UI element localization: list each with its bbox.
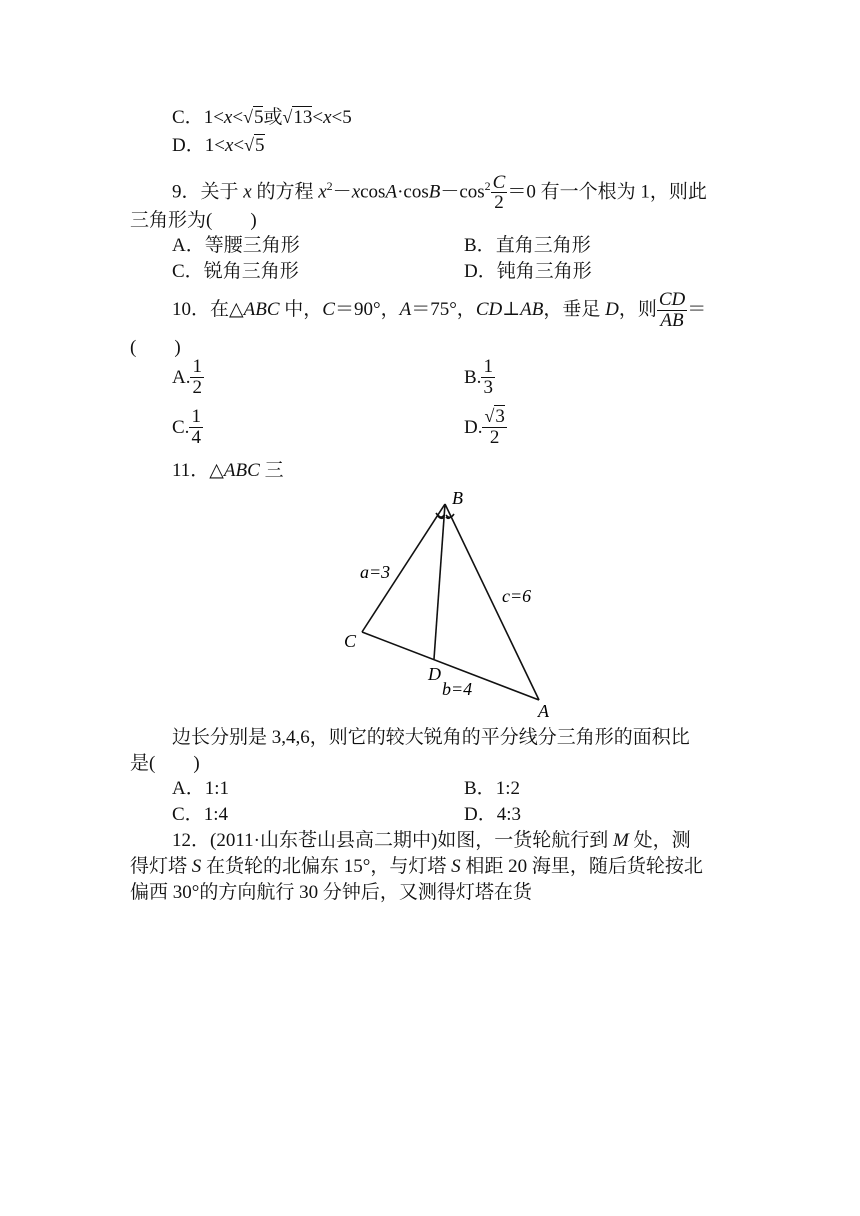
q11-stem xyxy=(172,461,284,480)
option-label: C． xyxy=(172,107,204,128)
text: (2011·山东苍山县高二期中)如图，一货轮航行到 xyxy=(210,830,614,851)
text: 得灯塔 xyxy=(130,856,192,877)
option-label: B． xyxy=(464,235,496,256)
var-x: x xyxy=(224,135,234,156)
option-label: C． xyxy=(172,804,204,825)
fraction-numerator: C xyxy=(492,171,506,193)
sqrt-icon: √ xyxy=(244,135,254,155)
q9-line2: 三角形为( ) xyxy=(130,210,257,231)
text: 在货轮的北偏东 15°，与灯塔 xyxy=(201,856,452,877)
q10-stem xyxy=(172,286,706,334)
question-number: 10． xyxy=(172,299,211,320)
text: 1< xyxy=(204,135,225,156)
var-c: C xyxy=(322,299,335,320)
q11-option-d xyxy=(464,805,521,824)
q8-option-c xyxy=(172,108,352,127)
sqrt-icon: √ xyxy=(282,107,293,127)
text: ·cos xyxy=(397,181,429,203)
option-text: 1:2 xyxy=(495,778,520,799)
bisector-bd xyxy=(434,504,445,659)
var-m: M xyxy=(613,830,629,851)
text: ＝ xyxy=(687,299,707,320)
var-x: x xyxy=(351,181,361,203)
option-text: 1:1 xyxy=(204,778,230,799)
option-label: B． xyxy=(464,778,496,799)
q12-line2 xyxy=(130,857,703,876)
q9-option-d xyxy=(464,262,592,281)
var-s: S xyxy=(191,856,202,877)
var-x: x xyxy=(223,107,233,128)
fraction-denominator: 2 xyxy=(494,192,504,214)
var-x: x xyxy=(323,107,332,128)
option-text: 4:3 xyxy=(496,804,522,825)
option-label: C． xyxy=(172,261,204,282)
option-label: A. xyxy=(172,366,191,388)
q10-option-b xyxy=(464,357,495,398)
var-x: x xyxy=(318,181,327,203)
question-number: 12． xyxy=(172,830,211,851)
fraction-numerator: 1 xyxy=(483,356,493,377)
option-label: D． xyxy=(172,135,205,156)
label-a: A xyxy=(538,701,549,720)
radicand: 5 xyxy=(253,107,264,128)
q11-option-b xyxy=(464,779,520,798)
sqrt-icon: √ xyxy=(484,406,495,426)
text: ＝90°， xyxy=(334,299,400,320)
option-label: D． xyxy=(464,804,497,825)
text: 或 xyxy=(263,107,283,128)
fraction-numerator: 1 xyxy=(192,356,202,377)
q9-option-c xyxy=(172,262,299,281)
option-label: A． xyxy=(172,778,205,799)
label-side-c: c=6 xyxy=(502,586,532,606)
text: 三 xyxy=(259,460,284,481)
perp-symbol: ⊥ xyxy=(502,299,521,320)
text: < xyxy=(312,107,324,128)
q11-option-c xyxy=(172,805,228,824)
q10-option-d xyxy=(464,407,507,448)
option-label: D. xyxy=(464,416,483,438)
question-number: 11． xyxy=(172,460,210,481)
text: －cos xyxy=(440,181,485,203)
fraction-denominator: AB xyxy=(660,310,684,332)
sqrt-icon: √ xyxy=(243,107,253,127)
text: cos xyxy=(360,181,386,203)
text: 1< xyxy=(203,107,224,128)
fraction-numerator: CD xyxy=(658,289,686,311)
option-text: 钝角三角形 xyxy=(496,261,592,282)
option-label: A． xyxy=(172,235,205,256)
fraction xyxy=(481,357,495,398)
text: △ xyxy=(209,460,224,481)
radicand: 13 xyxy=(293,107,313,128)
segment-cd: CD xyxy=(475,299,503,320)
var-d: D xyxy=(605,299,619,320)
var-x: x xyxy=(243,181,252,203)
text: ＝75°， xyxy=(411,299,476,320)
q12-line3: 偏西 30°的方向航行 30 分钟后，又测得灯塔在货 xyxy=(130,882,532,903)
option-text: 等腰三角形 xyxy=(204,235,300,256)
text: 中， xyxy=(279,299,323,320)
fraction-denominator: 3 xyxy=(483,376,493,398)
option-text: 直角三角形 xyxy=(495,235,591,256)
fraction-denominator: 2 xyxy=(489,426,500,448)
label-side-a: a=3 xyxy=(360,562,391,582)
text: < xyxy=(233,135,245,156)
fraction xyxy=(190,357,204,398)
fraction-numerator xyxy=(482,407,506,428)
fraction-numerator: 1 xyxy=(191,406,201,427)
label-b: B xyxy=(452,488,463,508)
q10-option-c xyxy=(172,407,203,448)
var-a: A xyxy=(385,181,398,203)
q10-option-a xyxy=(172,357,204,398)
radicand: 5 xyxy=(255,135,265,156)
text: 处，测 xyxy=(628,830,691,851)
label-side-b: b=4 xyxy=(442,679,473,699)
q9-option-b xyxy=(464,236,591,255)
option-text: 1:4 xyxy=(203,804,228,825)
var-a: A xyxy=(399,299,412,320)
fraction-denominator: 4 xyxy=(191,426,201,448)
text: ，垂足 xyxy=(543,299,606,320)
fraction-denominator: 2 xyxy=(192,376,202,398)
superscript: 2 xyxy=(326,179,333,193)
q9-stem xyxy=(172,162,707,216)
option-label: C. xyxy=(172,416,190,438)
label-c: C xyxy=(344,631,357,651)
text: < xyxy=(232,107,244,128)
text: － xyxy=(332,181,352,203)
option-label: D． xyxy=(464,261,497,282)
fraction xyxy=(657,290,687,331)
var-s: S xyxy=(451,856,461,877)
triangle-name: ABC xyxy=(223,460,260,481)
text: 关于 xyxy=(200,181,244,203)
segment-ab: AB xyxy=(520,299,544,320)
question-number: 9． xyxy=(172,181,201,203)
q11-line3: 是( ) xyxy=(130,753,200,774)
q9-option-a xyxy=(172,236,300,255)
fraction xyxy=(189,407,203,448)
radicand: 3 xyxy=(495,406,505,427)
superscript: 2 xyxy=(484,179,491,193)
text: <5 xyxy=(331,107,352,128)
q12-line1 xyxy=(172,831,691,850)
q8-option-d xyxy=(172,136,265,155)
text: ，则 xyxy=(618,299,657,320)
label-d: D xyxy=(428,664,441,684)
text: 在△ xyxy=(210,299,244,320)
var-b: B xyxy=(428,181,441,203)
triangle-name: ABC xyxy=(243,299,280,320)
q11-option-a xyxy=(172,779,229,798)
text: 相距 20 海里，随后货轮按北 xyxy=(460,856,703,877)
option-label: B. xyxy=(464,366,482,388)
text: ＝0 有一个根为 1，则此 xyxy=(507,181,707,203)
fraction xyxy=(491,173,508,214)
text: 的方程 xyxy=(251,181,319,203)
q10-line2: ( ) xyxy=(130,337,181,358)
q11-line2: 边长分别是 3,4,6，则它的较大锐角的平分线分三角形的面积比 xyxy=(172,727,690,748)
option-text: 锐角三角形 xyxy=(203,261,299,282)
triangle-figure xyxy=(330,484,570,720)
fraction xyxy=(482,407,506,448)
